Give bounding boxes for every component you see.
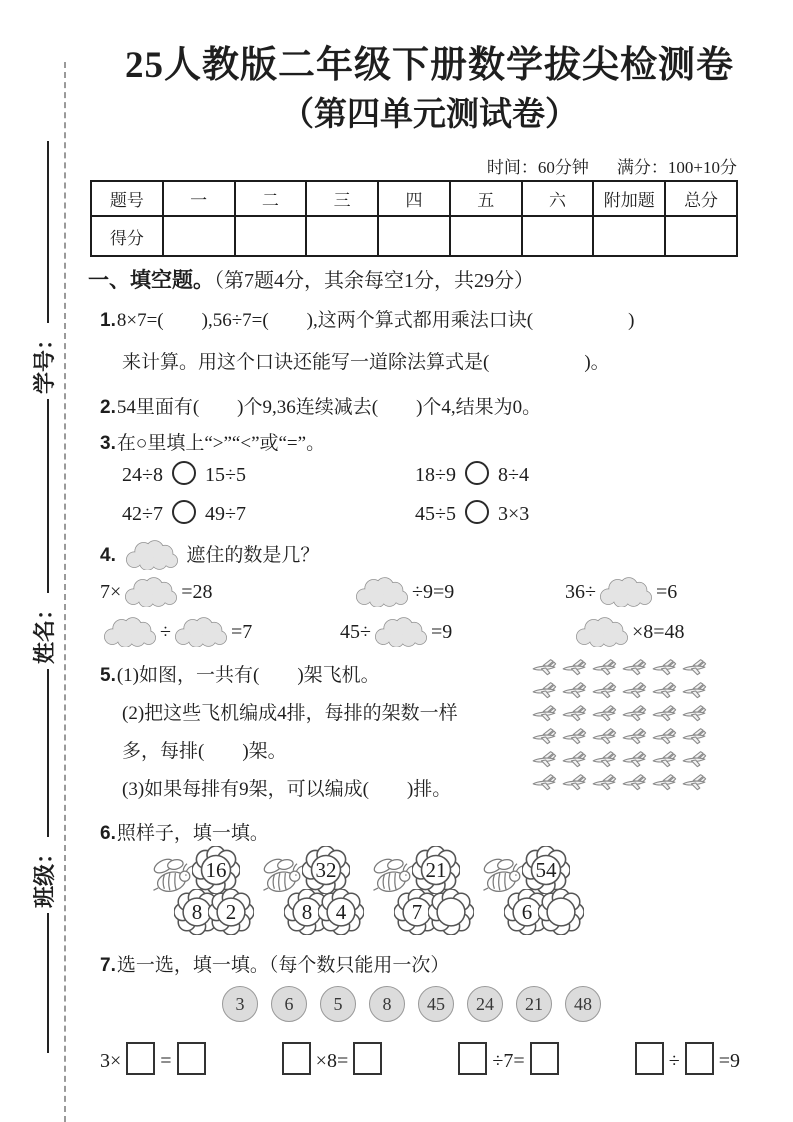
question-1-line2: [122, 347, 610, 374]
name-label: 姓名：: [31, 597, 57, 664]
q3-expr: 15÷5: [204, 464, 246, 486]
airplane-icon: [531, 704, 557, 724]
question-2-text: 54里面有( )个9,36连续减去( )个4,结果为0。: [116, 397, 542, 418]
question-5-text1: (1)如图，一共有( )架飞机。: [116, 665, 380, 686]
score-cell: [306, 216, 378, 256]
airplane-icon: [561, 750, 587, 770]
time-score-info: [487, 153, 737, 178]
flower-number: 54: [535, 857, 557, 882]
compare-circle: [465, 461, 489, 485]
airplane-icon: [651, 704, 677, 724]
col-bonus: 附加题: [593, 181, 665, 216]
q4-eq6-post: ×8=48: [632, 621, 685, 643]
score-cell: [378, 216, 450, 256]
col-question-no: 题号: [91, 181, 163, 216]
airplane-icon: [681, 750, 707, 770]
flower-number: 8: [301, 899, 313, 924]
airplane-icon: [651, 750, 677, 770]
airplane-icon: [621, 773, 647, 793]
score-cell: [235, 216, 307, 256]
airplane-icon: [531, 773, 557, 793]
airplane-icon: [651, 658, 677, 678]
flower-number: 4: [335, 899, 347, 924]
airplane-icon: [591, 750, 617, 770]
question-7-number: 7.: [100, 955, 116, 976]
q4-eq2: [352, 577, 454, 607]
q3-expr: 18÷9: [415, 464, 456, 486]
question-7-text: 选一选，填一填。（每个数只能用一次）: [116, 955, 450, 976]
flower-number: [428, 889, 474, 935]
number-chip: 21: [516, 986, 552, 1022]
flower-top: [412, 846, 460, 894]
score-table-header-row: [91, 181, 737, 216]
airplane-row: [531, 658, 707, 681]
answer-box: [353, 1042, 382, 1075]
bee-flower-group: [370, 846, 474, 940]
bee-flower-group: [150, 846, 254, 940]
airplane-icon: [651, 773, 677, 793]
answer-box: [126, 1042, 155, 1075]
q4-eq3: [565, 577, 677, 607]
airplane-icon: [621, 727, 647, 747]
cloud-icon: [124, 540, 180, 570]
number-chip: 45: [418, 986, 454, 1022]
class-label: 班级：: [31, 841, 57, 908]
bee-flower-groups: [150, 846, 584, 940]
airplane-icon: [621, 750, 647, 770]
cloud-icon: [173, 617, 229, 647]
answer-box: [635, 1042, 664, 1075]
flower-bottom-right: [538, 889, 584, 935]
flower-number: 6: [521, 899, 533, 924]
compare-circle: [172, 500, 196, 524]
question-7: [100, 950, 449, 977]
question-5-line2: [122, 698, 458, 725]
score-cell: [522, 216, 594, 256]
col-3: 三: [306, 181, 378, 216]
q4-eq1-pre: 7×: [100, 581, 122, 603]
flower-number: 21: [425, 857, 447, 882]
airplane-icon: [591, 773, 617, 793]
q7-equations-row: [100, 1042, 740, 1075]
question-3-number: 3.: [100, 433, 116, 454]
question-2: [100, 392, 541, 419]
airplane-icon: [531, 658, 557, 678]
q3-compare-row2: [122, 500, 722, 526]
answer-box: [458, 1042, 487, 1075]
cloud-icon: [373, 617, 429, 647]
number-chip: 5: [320, 986, 356, 1022]
score-table: [90, 180, 738, 257]
airplane-icon: [531, 681, 557, 701]
question-1-text2: 来计算。用这个口诀还能写一道除法算式是( )。: [122, 352, 610, 373]
answer-box: [685, 1042, 714, 1075]
answer-box: [282, 1042, 311, 1075]
section1-heading: [88, 264, 534, 294]
col-total: 总分: [665, 181, 737, 216]
question-6-number: 6.: [100, 823, 116, 844]
answer-box: [530, 1042, 559, 1075]
q4-eq5-post: =9: [430, 621, 453, 643]
airplane-icon: [621, 658, 647, 678]
time-info: 时间：60分钟: [486, 158, 589, 177]
airplane-icon: [681, 727, 707, 747]
q4-eq6: [572, 617, 685, 647]
airplane-icon: [591, 681, 617, 701]
col-2: 二: [235, 181, 307, 216]
q3-compare-row1: [122, 461, 722, 487]
q7-eq1-a: 3×: [100, 1050, 122, 1072]
student-info-sidebar: [12, 108, 58, 1058]
question-1-line1: [100, 305, 634, 332]
col-6: 六: [522, 181, 594, 216]
question-5-line3: [122, 736, 287, 763]
score-cell: [450, 216, 522, 256]
question-5-text3: 多，每排( )架。: [122, 741, 287, 762]
score-table-score-row: [91, 216, 737, 256]
airplane-icon: [681, 773, 707, 793]
cloud-icon: [123, 577, 179, 607]
airplane-icon: [651, 727, 677, 747]
flower-bottom-right: [428, 889, 474, 935]
airplane-icon: [561, 658, 587, 678]
q7-eq1: [100, 1042, 211, 1075]
airplane-row: [531, 773, 707, 796]
q3-expr: 3×3: [497, 503, 530, 525]
q7-eq3: [453, 1042, 563, 1075]
q4-eq4-mid: ÷: [160, 621, 171, 643]
question-1-number: 1.: [100, 310, 116, 331]
question-5-line1: [100, 660, 380, 687]
q4-eq4-post: =7: [230, 621, 253, 643]
flower-bottom-right: [208, 889, 254, 935]
q4-eq3-post: =6: [655, 581, 678, 603]
airplane-icon: [561, 727, 587, 747]
flower-number: 16: [205, 857, 227, 882]
q7-eq4: [630, 1042, 740, 1075]
airplane-icon: [531, 727, 557, 747]
number-chip: 3: [222, 986, 258, 1022]
question-5-number: 5.: [100, 665, 116, 686]
section1-heading-rest: （第7题4分，其余每空1分，共29分）: [214, 270, 534, 292]
airplane-icon: [561, 773, 587, 793]
airplane-icon: [681, 658, 707, 678]
airplane-icon: [531, 750, 557, 770]
airplane-icon: [681, 681, 707, 701]
q4-eq3-pre: 36÷: [565, 581, 596, 603]
airplane-icon: [591, 727, 617, 747]
question-5-text2: (2)把这些飞机编成4排，每排的架数一样: [122, 703, 458, 724]
flower-number: 2: [225, 899, 237, 924]
q4-eq4: [100, 617, 252, 647]
airplane-icon: [561, 681, 587, 701]
airplane-icon: [681, 704, 707, 724]
question-4-text: 遮住的数是几？: [186, 545, 320, 566]
q7-eq1-b: =: [160, 1050, 172, 1072]
answer-box: [177, 1042, 206, 1075]
write-line: [47, 141, 49, 323]
write-line: [47, 669, 49, 837]
flower-top: [192, 846, 240, 894]
paper-subtitle: （第四单元测试卷）: [281, 97, 578, 133]
q3-expr: 49÷7: [204, 503, 246, 525]
question-4: [100, 540, 319, 570]
question-6-text: 照样子，填一填。: [116, 823, 269, 844]
q3-expr: 8÷4: [497, 464, 529, 486]
number-chip: 8: [369, 986, 405, 1022]
q3-expr: 24÷8: [122, 464, 163, 486]
airplane-icon: [621, 704, 647, 724]
question-1-text: 8×7=( ),56÷7=( ),这两个算式都用乘法口诀( ): [116, 310, 635, 331]
compare-circle: [172, 461, 196, 485]
write-line: [47, 399, 49, 593]
question-3: [100, 428, 325, 455]
airplane-row: [531, 750, 707, 773]
question-4-number: 4.: [100, 545, 116, 566]
cloud-icon: [354, 577, 410, 607]
number-chip: 6: [271, 986, 307, 1022]
flower-number: 32: [315, 857, 337, 882]
score-row-label: 得分: [91, 216, 163, 256]
q4-eq1-post: =28: [181, 581, 213, 603]
airplane-icon: [651, 681, 677, 701]
score-cell: [665, 216, 737, 256]
airplane-row: [531, 681, 707, 704]
question-5-text4: (3)如果每排有9架，可以编成( )排。: [122, 779, 452, 800]
col-4: 四: [378, 181, 450, 216]
q7-eq2: [277, 1042, 388, 1075]
q3-expr: 42÷7: [122, 503, 163, 525]
q4-eq1: [100, 577, 213, 607]
airplane-icon: [591, 704, 617, 724]
airplane-grid: [531, 658, 707, 796]
flower-number: 8: [191, 899, 203, 924]
flower-number: 7: [411, 899, 423, 924]
number-chips: [222, 986, 601, 1022]
flower-top: [302, 846, 350, 894]
col-1: 一: [163, 181, 235, 216]
cloud-icon: [574, 617, 630, 647]
q4-eq2-post: ÷9=9: [412, 581, 455, 603]
compare-circle: [465, 500, 489, 524]
bee-flower-group: [480, 846, 584, 940]
airplane-row: [531, 704, 707, 727]
flower-bottom-right: [318, 889, 364, 935]
flower-number: [538, 889, 584, 935]
q7-eq2-b: ×8=: [315, 1050, 349, 1072]
cloud-icon: [598, 577, 654, 607]
paper-title: 25人教版二年级下册数学拔尖检测卷: [125, 45, 734, 86]
q7-eq4-b: ÷: [668, 1050, 680, 1072]
airplane-icon: [591, 658, 617, 678]
cloud-icon: [102, 617, 158, 647]
q4-eq5-pre: 45÷: [340, 621, 371, 643]
flower-top: [522, 846, 570, 894]
airplane-row: [531, 727, 707, 750]
question-5-line4: [122, 774, 451, 801]
col-5: 五: [450, 181, 522, 216]
number-chip: 48: [565, 986, 601, 1022]
fullscore-info: 满分：100+10分: [616, 158, 737, 177]
q3-expr: 45÷5: [415, 503, 456, 525]
section1-heading-bold: 一、填空题。: [88, 269, 214, 292]
question-2-number: 2.: [100, 397, 116, 418]
q4-eq5: [340, 617, 452, 647]
airplane-icon: [561, 704, 587, 724]
student-id-label: 学号：: [31, 327, 57, 394]
write-line: [47, 913, 49, 1053]
q7-eq4-c: =9: [718, 1050, 740, 1072]
margin-dashed-line: [64, 62, 66, 1122]
question-6: [100, 818, 269, 845]
number-chip: 24: [467, 986, 503, 1022]
airplane-icon: [621, 681, 647, 701]
q7-eq3-b: ÷7=: [492, 1050, 525, 1072]
score-cell: [593, 216, 665, 256]
question-3-text: 在○里填上“>”“<”或“=”。: [116, 433, 326, 454]
bee-flower-group: [260, 846, 364, 940]
score-cell: [163, 216, 235, 256]
